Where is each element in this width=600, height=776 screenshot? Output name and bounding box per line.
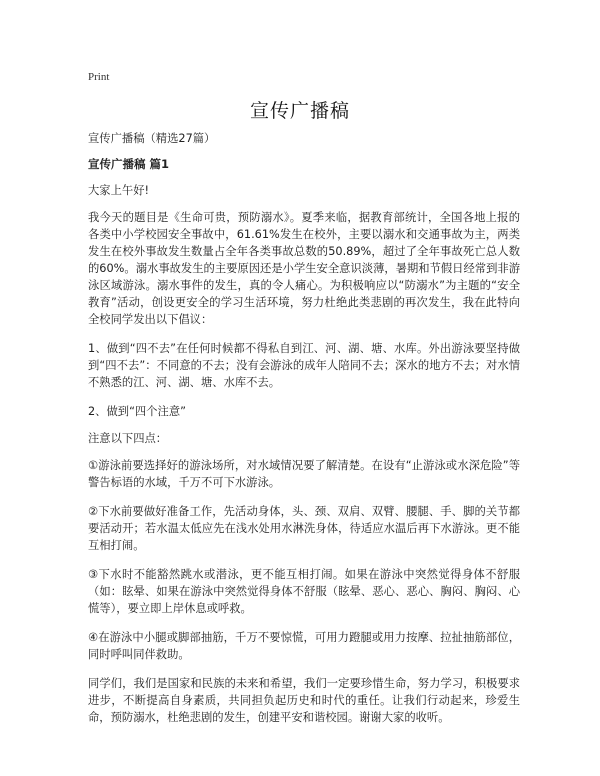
document-subtitle: 宣传广播稿（精选27篇）: [88, 132, 216, 145]
paragraph-intro: 我今天的题目是《生命可贵，预防溺水》。夏季来临，据教育部统计，全国各地上报的各类中小学校园安全事故中，61.61%发生在校外，主要以溺水和交通事故为主，两类发生在校外事故发生数量占全年各类事故总数的50.89%，超过了全年事故死亡总人数的60%。溺水事故发生的主要原因还是小学生安全意识淡薄，暑期和节假日经常到非游泳区域游泳。溺水事件的发生，真的令人痛心。为积极响应以“防溺水”为主题的“安全教育”活动，创设更安全的学习生活环境，努力杜绝此类悲剧的再次发生，我在此特向全校同学发出以下倡议：: [88, 211, 520, 326]
section-heading: 宣传广播稿 篇1: [88, 157, 170, 171]
paragraph-note-2: ②下水前要做好准备工作，先活动身体，头、颈、双肩、双臂、腰腿、手、脚的关节都要活动开；若水温太低应先在浅水处用水淋洗身体，待适应水温后再下水游泳。更不能互相打闹。: [88, 505, 520, 552]
paragraph-four-notes-heading: 2、做到“四个注意”: [88, 405, 186, 418]
document-body: [88, 130, 520, 738]
paragraph-note-1: ①游泳前要选择好的游泳场所，对水域情况要了解清楚。在设有“止游泳或水深危险”等警告标语的水域，千万不可下水游泳。: [88, 459, 520, 489]
page-title: 宣传广播稿: [249, 100, 350, 122]
paragraph-four-dont-go: 1、做到“四不去”在任何时候都不得私自到江、河、湖、塘、水库。外出游泳要坚持做到“四不去”：不同意的不去；没有会游泳的成年人陪同不去；深水的地方不去；对水情不熟悉的江、河、湖、塘、水库不去。: [88, 342, 520, 389]
paragraph-closing: 同学们，我们是国家和民族的未来和希望，我们一定要珍惜生命，努力学习，积极要求进步，不断提高自身素质，共同担负起历史和时代的重任。让我们行动起来，珍爱生命，预防溺水，杜绝悲剧的发生，创建平安和谐校园。谢谢大家的收听。: [88, 677, 520, 724]
greeting-text: 大家上午好!: [88, 184, 150, 197]
print-link[interactable]: Print: [88, 71, 110, 83]
paragraph-notes-intro: 注意以下四点：: [88, 432, 168, 445]
paragraph-note-4: ④在游泳中小腿或脚部抽筋，千万不要惊慌，可用力蹬腿或用力按摩、拉扯抽筋部位，同时呼叫同伴救助。: [88, 631, 520, 661]
paragraph-note-3: ③下水时不能豁然跳水或潜泳，更不能互相打闹。如果在游泳中突然觉得身体不舒服（如：眩晕、如果在游泳中突然觉得身体不舒服（眩晕、恶心、恶心、胸闷、胸闷、心慌等），要立即上岸休息或呼救。: [88, 568, 520, 615]
